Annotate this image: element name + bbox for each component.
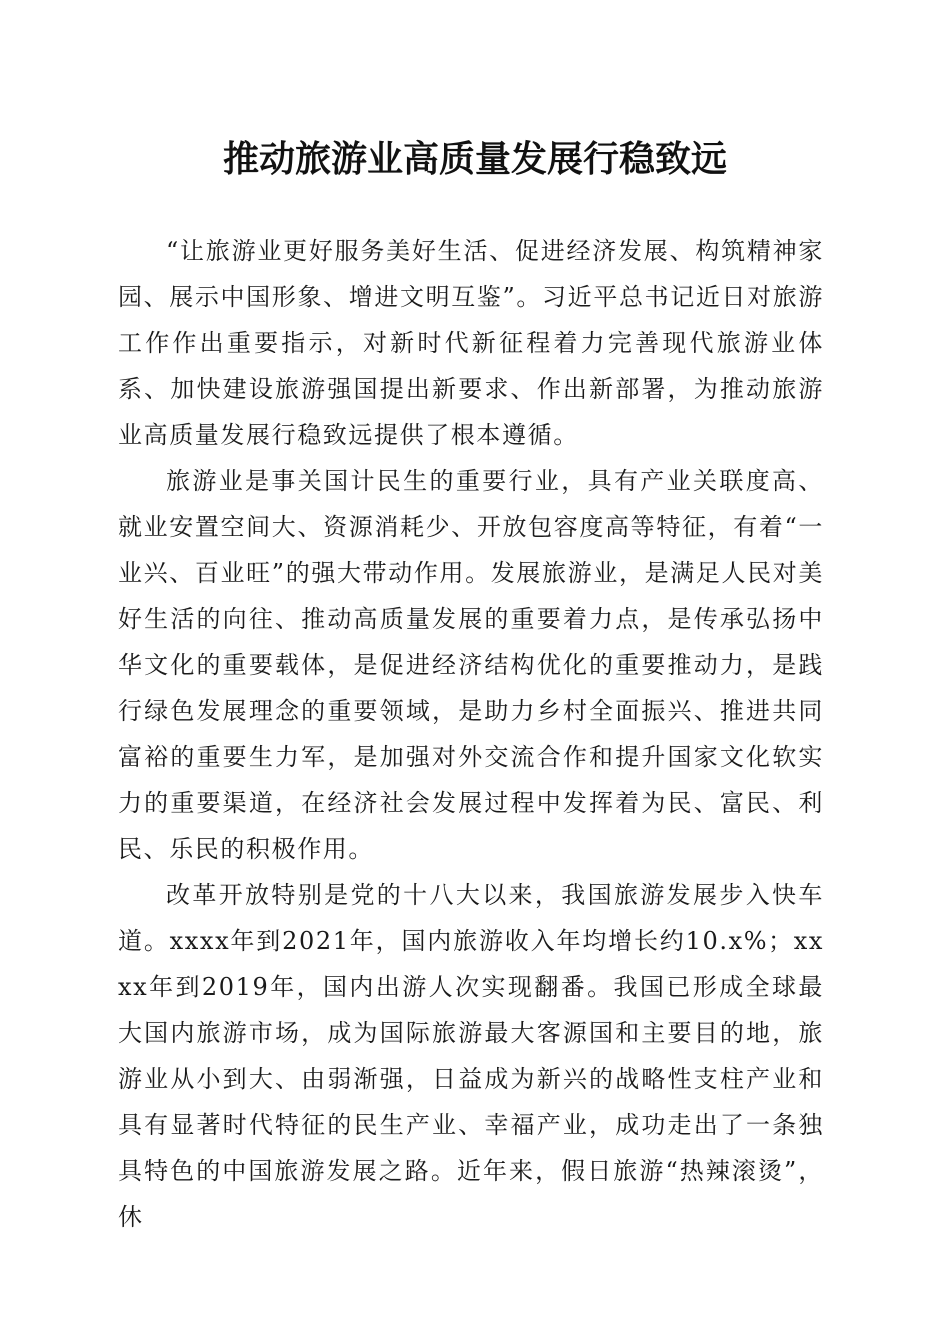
document-body: [118, 228, 824, 1240]
paragraph-3: 改革开放特别是党的十八大以来，我国旅游发展步入快车道。xxxx年到2021年，国内旅游收入年均增长约10.x%；xxxx年到2019年，国内出游人次实现翻番。我国已形成全球最大国内旅游市场，成为国际旅游最大客源国和主要目的地，旅游业从小到大、由弱渐强，日益成为新兴的战略性支柱产业和具有显著时代特征的民生产业、幸福产业，成功走出了一条独具特色的中国旅游发展之路。近年来，假日旅游“热辣滚烫”，休: [118, 881, 824, 1231]
paragraph-1: “让旅游业更好服务美好生活、促进经济发展、构筑精神家园、展示中国形象、增进文明互鉴”。习近平总书记近日对旅游工作作出重要指示，对新时代新征程着力完善现代旅游业体系、加快建设旅游强国提出新要求、作出新部署，为推动旅游业高质量发展行稳致远提供了根本遵循。: [118, 237, 824, 449]
paragraph-2: 旅游业是事关国计民生的重要行业，具有产业关联度高、就业安置空间大、资源消耗少、开放包容度高等特征，有着“一业兴、百业旺”的强大带动作用。发展旅游业，是满足人民对美好生活的向往、推动高质量发展的重要着力点，是传承弘扬中华文化的重要载体，是促进经济结构优化的重要推动力，是践行绿色发展理念的重要领域，是助力乡村全面振兴、推进共同富裕的重要生力军，是加强对外交流合作和提升国家文化软实力的重要渠道，在经济社会发展过程中发挥着为民、富民、利民、乐民的积极作用。: [118, 467, 824, 863]
document-title: 推动旅游业高质量发展行稳致远: [222, 138, 727, 180]
